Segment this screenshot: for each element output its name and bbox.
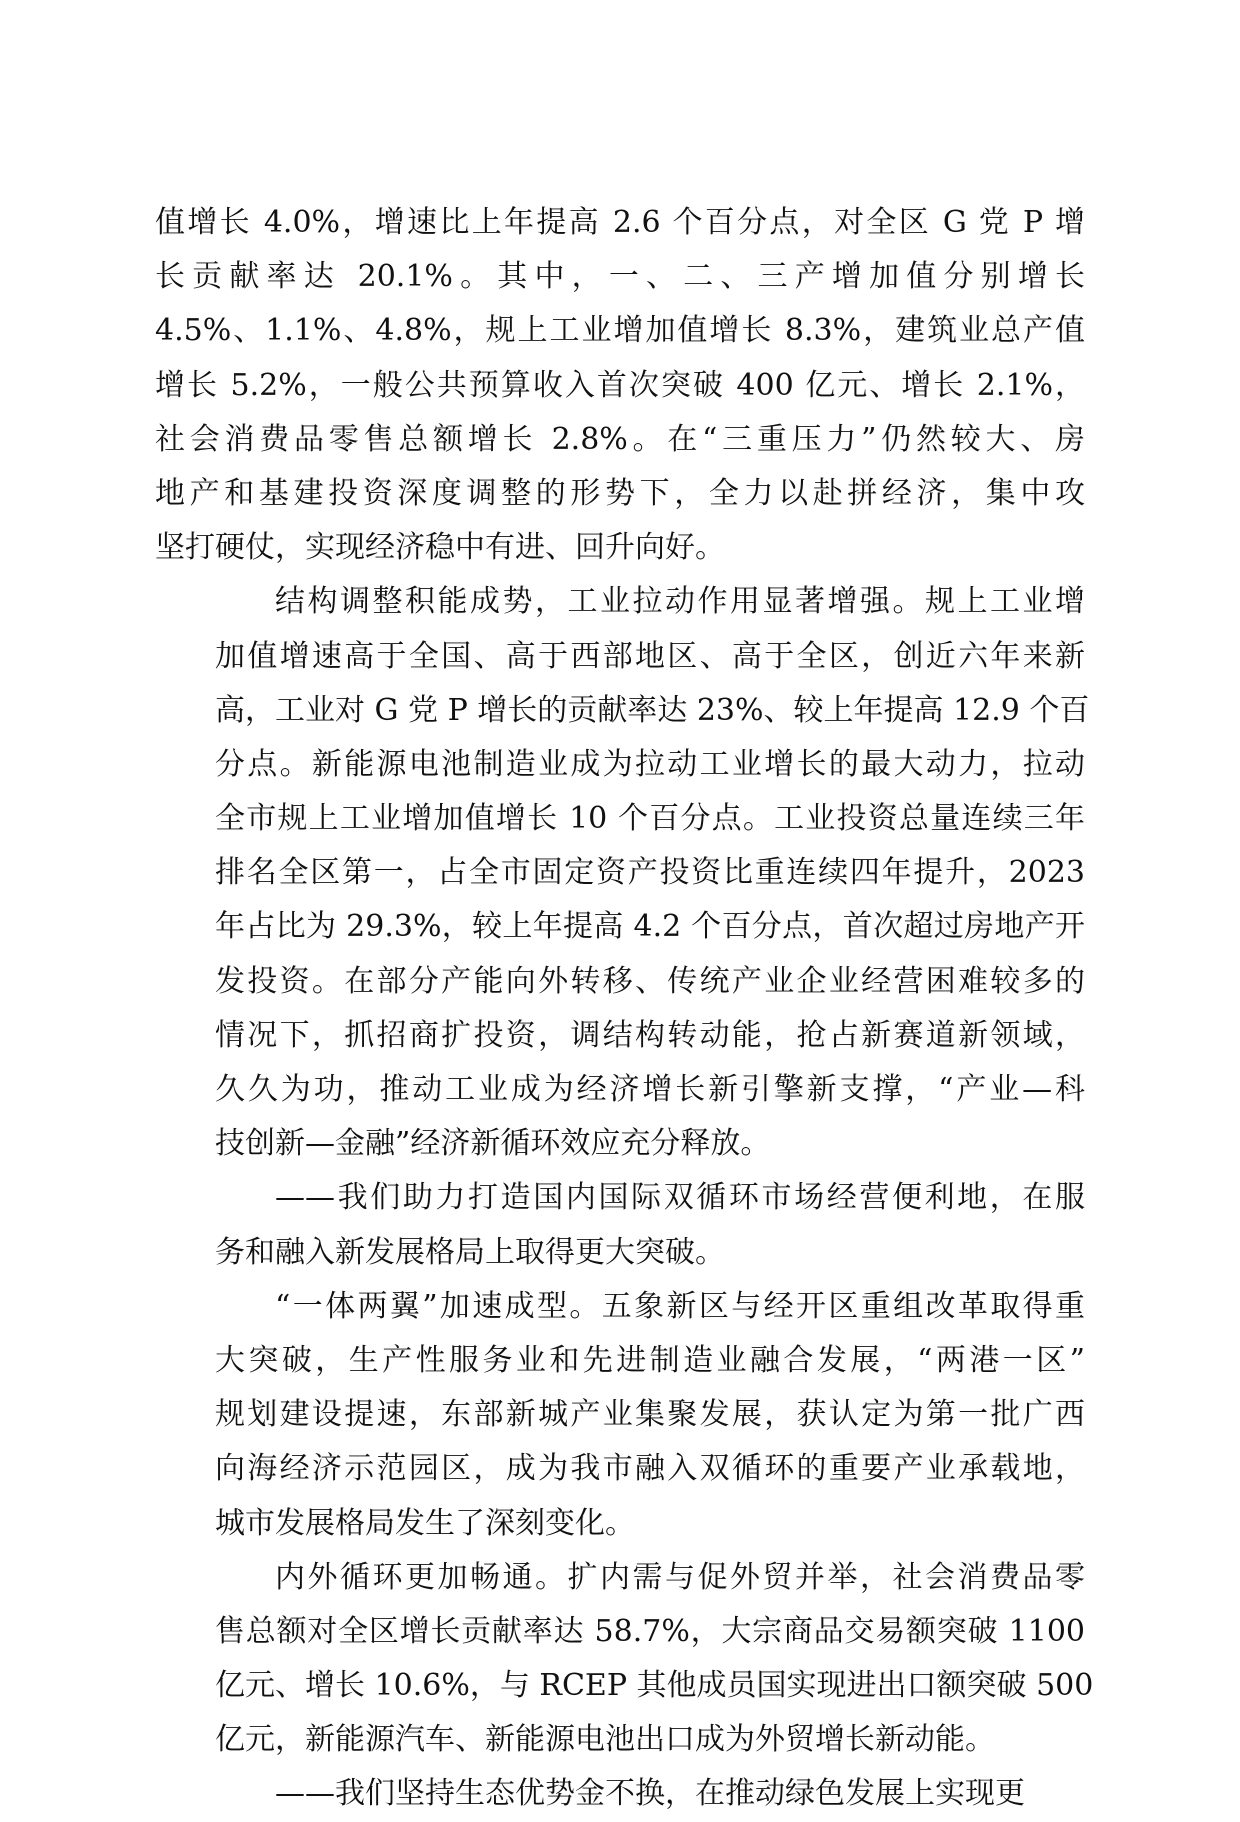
- text-line: “一体两翼”加速成型。五象新区与经开区重组改革取得重: [275, 1288, 1085, 1324]
- text-line: 结构调整积能成势，工业拉动作用显著增强。规上工业增: [275, 584, 1085, 620]
- text-line: 长贡献率达 20.1%。其中，一、二、三产增加值分别增长: [155, 259, 1085, 295]
- text-line: 售总额对全区增长贡献率达 58.7%，大宗商品交易额突破 1100: [215, 1613, 1085, 1649]
- text-line: 亿元，新能源汽车、新能源电池出口成为外贸增长新动能。: [215, 1722, 995, 1758]
- text-line: 排名全区第一，占全市固定资产投资比重连续四年提升，2023: [215, 855, 1085, 891]
- text-line: 技创新—金融”经济新循环效应充分释放。: [215, 1126, 771, 1162]
- text-line: 发投资。在部分产能向外转移、传统产业企业经营困难较多的: [215, 963, 1085, 999]
- text-line: 情况下，抓招商扩投资，调结构转动能，抢占新赛道新领域，: [215, 1017, 1085, 1053]
- text-line: 坚打硬仗，实现经济稳中有进、回升向好。: [155, 530, 725, 566]
- text-line: 社会消费品零售总额增长 2.8%。在“三重压力”仍然较大、房: [155, 421, 1085, 457]
- text-line: 内外循环更加畅通。扩内需与促外贸并举，社会消费品零: [275, 1559, 1085, 1595]
- paragraph: [155, 1171, 1085, 1279]
- text-line: 4.5%、1.1%、4.8%，规上工业增加值增长 8.3%，建筑业总产值: [155, 313, 1085, 349]
- text-line: 向海经济示范园区，成为我市融入双循环的重要产业承载地，: [215, 1451, 1085, 1487]
- document-body: [155, 196, 1094, 1822]
- paragraph: [155, 1551, 1094, 1768]
- text-line: 务和融入新发展格局上取得更大突破。: [215, 1234, 725, 1270]
- text-line: 值增长 4.0%，增速比上年提高 2.6 个百分点，对全区 G 党 P 增: [155, 205, 1085, 240]
- text-line: 大突破，生产性服务业和先进制造业融合发展，“两港一区”: [215, 1342, 1085, 1378]
- text-line: 城市发展格局发生了深刻变化。: [215, 1505, 635, 1541]
- text-line: 加值增速高于全国、高于西部地区、高于全区，创近六年来新: [215, 638, 1085, 674]
- text-line: 亿元、增长 10.6%，与 RCEP 其他成员国实现进出口额突破 500: [215, 1668, 1094, 1704]
- text-line: 地产和基建投资深度调整的形势下，全力以赴拼经济，集中攻: [155, 475, 1085, 511]
- text-line: 分点。新能源电池制造业成为拉动工业增长的最大动力，拉动: [215, 746, 1085, 782]
- paragraph: [155, 1767, 1085, 1821]
- text-line: 全市规上工业增加值增长 10 个百分点。工业投资总量连续三年: [215, 801, 1085, 837]
- text-line: 规划建设提速，东部新城产业集聚发展，获认定为第一批广西: [215, 1397, 1085, 1433]
- text-line: 久久为功，推动工业成为经济增长新引擎新支撑，“产业—科: [215, 1072, 1085, 1107]
- text-line: 年占比为 29.3%，较上年提高 4.2 个百分点，首次超过房地产开: [215, 909, 1085, 945]
- text-line: 增长 5.2%，一般公共预算收入首次突破 400 亿元、增长 2.1%，: [155, 367, 1085, 403]
- paragraph: [155, 196, 1085, 575]
- paragraph: [155, 1280, 1085, 1551]
- paragraph: [155, 575, 1090, 1171]
- text-line: ——我们坚持生态优势金不换，在推动绿色发展上实现更: [275, 1776, 1025, 1812]
- text-line: 高，工业对 G 党 P 增长的贡献率达 23%、较上年提高 12.9 个百: [215, 692, 1090, 728]
- text-line: ——我们助力打造国内国际双循环市场经营便利地，在服: [275, 1180, 1085, 1216]
